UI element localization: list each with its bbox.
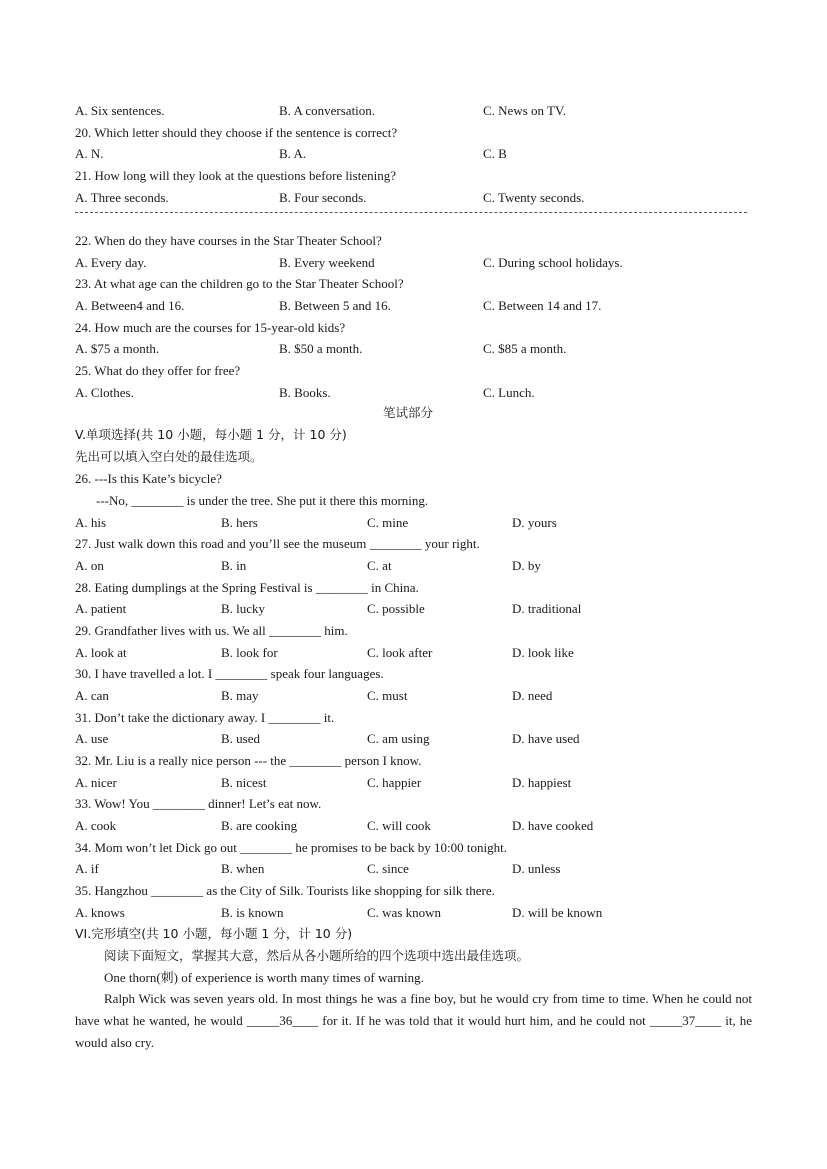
q26-stem-reply: ---No, ________ is under the tree. She put it there this morning. xyxy=(96,493,429,508)
q30-stem: 30. I have travelled a lot. I ________ speak four languages. xyxy=(75,666,384,681)
q23-stem: 23. At what age can the children go to the Star Theater School? xyxy=(75,276,404,291)
q33-option-b: B. are cooking xyxy=(221,818,298,833)
q32-option-a: A. nicer xyxy=(75,775,117,790)
q33-stem: 33. Wow! You ________ dinner! Let’s eat now. xyxy=(75,796,322,811)
section5-instruction: 先出可以填入空白处的最佳选项。 xyxy=(75,449,263,464)
q26-option-d: D. yours xyxy=(512,515,557,530)
q26-option-b: B. hers xyxy=(221,515,258,530)
q21-option-a: A. Three seconds. xyxy=(75,190,169,205)
q21-option-b: B. Four seconds. xyxy=(279,190,367,205)
q33-option-a: A. cook xyxy=(75,818,117,833)
q19-option-c: C. News on TV. xyxy=(483,103,566,118)
q27-option-d: D. by xyxy=(512,558,541,573)
q29-option-d: D. look like xyxy=(512,645,574,660)
q31-option-d: D. have used xyxy=(512,731,580,746)
q19-option-a: A. Six sentences. xyxy=(75,103,165,118)
q22-option-c: C. During school holidays. xyxy=(483,255,623,270)
q28-stem: 28. Eating dumplings at the Spring Festival is ________ in China. xyxy=(75,580,419,595)
q24-option-a: A. $75 a month. xyxy=(75,341,160,356)
q34-option-b: B. when xyxy=(221,861,265,876)
q27-stem: 27. Just walk down this road and you’ll see the museum ________ your right. xyxy=(75,536,480,551)
q22-stem: 22. When do they have courses in the Star Theater School? xyxy=(75,233,382,248)
q29-option-a: A. look at xyxy=(75,645,127,660)
q20-option-a: A. N. xyxy=(75,146,104,161)
q34-option-d: D. unless xyxy=(512,861,561,876)
q22-option-a: A. Every day. xyxy=(75,255,147,270)
q20-option-c: C. B xyxy=(483,146,507,161)
q35-option-b: B. is known xyxy=(221,905,284,920)
q25-option-a: A. Clothes. xyxy=(75,385,134,400)
section6-title: VI.完形填空(共 10 小题，每小题 1 分，计 10 分) xyxy=(75,926,353,941)
q25-option-b: B. Books. xyxy=(279,385,331,400)
q31-option-c: C. am using xyxy=(367,731,430,746)
section5-title: V.单项选择(共 10 小题，每小题 1 分，计 10 分) xyxy=(75,427,347,442)
q26-option-a: A. his xyxy=(75,515,107,530)
q26-stem: 26. ---Is this Kate’s bicycle? xyxy=(75,471,222,486)
q25-stem: 25. What do they offer for free? xyxy=(75,363,241,378)
q33-option-d: D. have cooked xyxy=(512,818,594,833)
q32-stem: 32. Mr. Liu is a really nice person --- the ________ person I know. xyxy=(75,753,422,768)
q29-option-b: B. look for xyxy=(221,645,278,660)
q32-option-d: D. happiest xyxy=(512,775,572,790)
q28-option-d: D. traditional xyxy=(512,601,582,616)
q34-option-c: C. since xyxy=(367,861,409,876)
q20-option-b: B. A. xyxy=(279,146,307,161)
q27-option-b: B. in xyxy=(221,558,247,573)
q33-option-c: C. will cook xyxy=(367,818,431,833)
q35-option-a: A. knows xyxy=(75,905,125,920)
q34-option-a: A. if xyxy=(75,861,99,876)
q21-option-c: C. Twenty seconds. xyxy=(483,190,585,205)
q34-stem: 34. Mom won’t let Dick go out ________ he promises to be back by 10:00 tonight. xyxy=(75,840,507,855)
q20-stem: 20. Which letter should they choose if the sentence is correct? xyxy=(75,125,398,140)
q24-option-c: C. $85 a month. xyxy=(483,341,567,356)
q23-option-b: B. Between 5 and 16. xyxy=(279,298,391,313)
q27-option-c: C. at xyxy=(367,558,392,573)
q35-option-d: D. will be known xyxy=(512,905,603,920)
dashed-divider xyxy=(75,212,747,213)
q23-option-c: C. Between 14 and 17. xyxy=(483,298,602,313)
section6-instruction: 阅读下面短文，掌握其大意，然后从各小题所给的四个选项中选出最佳选项。 xyxy=(104,948,530,963)
q30-option-b: B. may xyxy=(221,688,259,703)
q28-option-c: C. possible xyxy=(367,601,425,616)
q30-option-d: D. need xyxy=(512,688,553,703)
q28-option-b: B. lucky xyxy=(221,601,266,616)
q29-stem: 29. Grandfather lives with us. We all ________ him. xyxy=(75,623,348,638)
q35-option-c: C. was known xyxy=(367,905,442,920)
q32-option-b: B. nicest xyxy=(221,775,267,790)
q22-option-b: B. Every weekend xyxy=(279,255,375,270)
q26-option-c: C. mine xyxy=(367,515,409,530)
written-part-title: 笔试部分 xyxy=(383,405,434,420)
q30-option-c: C. must xyxy=(367,688,408,703)
q27-option-a: A. on xyxy=(75,558,104,573)
passage-body: Ralph Wick was seven years old. In most things he was a fine boy, but he would cry from time to time. When he could not have what he wanted, he would _____36____ for it. If he was told that it would hurt him, and he could not _____37____ it, he would also cry. xyxy=(75,991,752,1050)
q31-stem: 31. Don’t take the dictionary away. I ________ it. xyxy=(75,710,335,725)
q19-option-b: B. A conversation. xyxy=(279,103,376,118)
passage-title: One thorn(刺) of experience is worth many times of warning. xyxy=(104,970,424,985)
q31-option-a: A. use xyxy=(75,731,109,746)
q21-stem: 21. How long will they look at the questions before listening? xyxy=(75,168,396,183)
q30-option-a: A. can xyxy=(75,688,109,703)
q35-stem: 35. Hangzhou ________ as the City of Silk. Tourists like shopping for silk there. xyxy=(75,883,495,898)
q29-option-c: C. look after xyxy=(367,645,433,660)
q23-option-a: A. Between4 and 16. xyxy=(75,298,185,313)
q31-option-b: B. used xyxy=(221,731,260,746)
q32-option-c: C. happier xyxy=(367,775,422,790)
q24-stem: 24. How much are the courses for 15-year-old kids? xyxy=(75,320,346,335)
q24-option-b: B. $50 a month. xyxy=(279,341,363,356)
q25-option-c: C. Lunch. xyxy=(483,385,535,400)
q28-option-a: A. patient xyxy=(75,601,127,616)
